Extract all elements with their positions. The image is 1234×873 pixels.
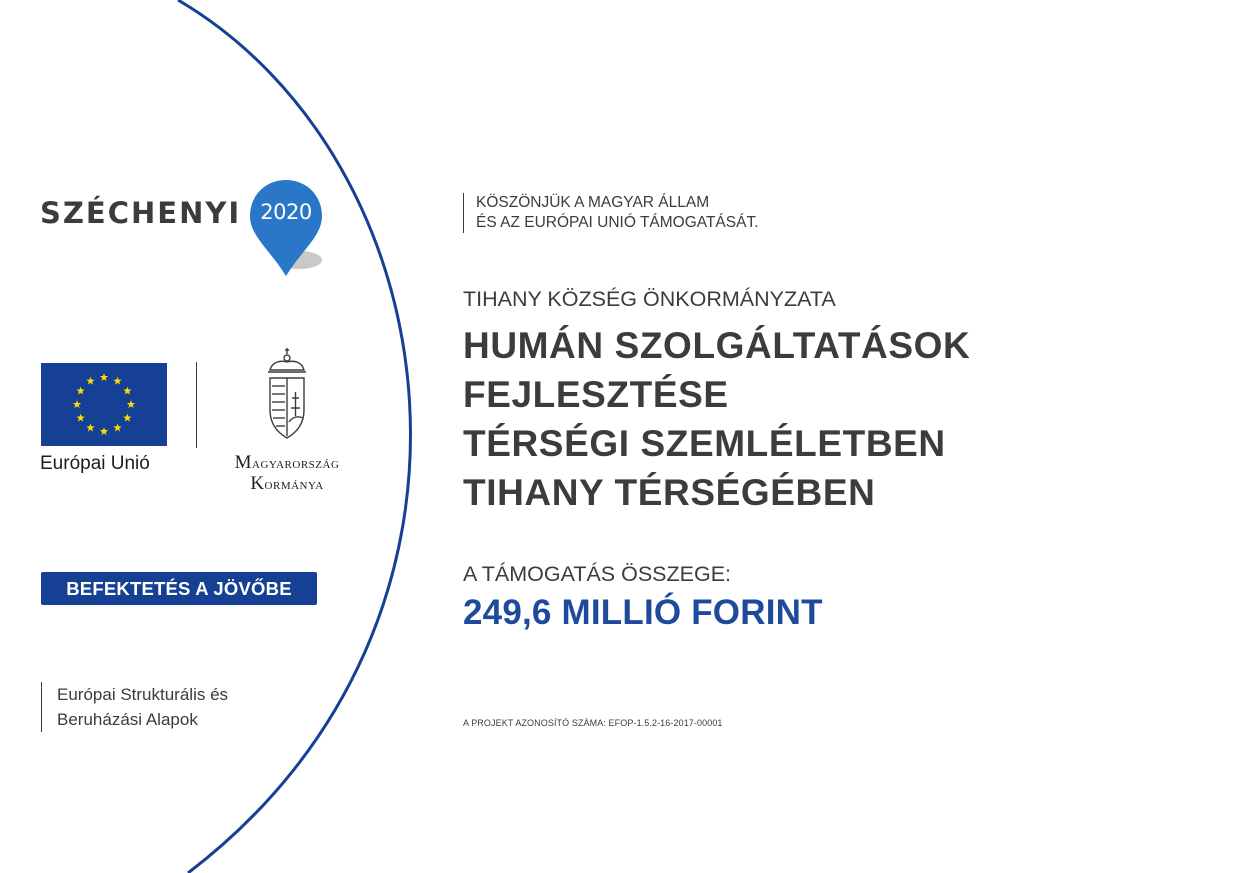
map-pin-icon	[248, 178, 324, 278]
hungarian-coat-of-arms-icon	[262, 348, 312, 444]
project-title-line: HUMÁN SZOLGÁLTATÁSOK	[463, 325, 971, 366]
szechenyi-wordmark: SZÉCHENYI	[40, 196, 242, 230]
support-label: A TÁMOGATÁS ÖSSZEGE:	[463, 562, 732, 586]
government-label-line2: Kormánya	[250, 473, 324, 494]
project-id: A PROJEKT AZONOSÍTÓ SZÁMA: EFOP-1.5.2-16-2017-00001	[463, 718, 723, 728]
esb-funds-label	[41, 682, 228, 732]
project-title-line: FEJLESZTÉSE	[463, 374, 729, 415]
support-amount: 249,6 MILLIÓ FORINT	[463, 593, 823, 632]
project-title-line: TÉRSÉGI SZEMLÉLETBEN	[463, 423, 946, 464]
eu-label: Európai Unió	[40, 453, 150, 474]
thanks-line1: KÖSZÖNJÜK A MAGYAR ÁLLAM	[476, 194, 710, 211]
logo-divider	[196, 362, 197, 448]
project-title	[463, 321, 970, 517]
project-title-line: TIHANY TÉRSÉGÉBEN	[463, 472, 876, 513]
szechenyi-year: 2020	[260, 200, 312, 224]
investment-badge: BEFEKTETÉS A JÖVŐBE	[41, 572, 317, 605]
government-label	[212, 453, 362, 495]
esb-funds-line1: Európai Strukturális és	[57, 685, 229, 704]
thanks-line2: ÉS AZ EURÓPAI UNIÓ TÁMOGATÁSÁT.	[476, 214, 759, 231]
eu-flag-icon	[41, 363, 167, 446]
esb-funds-line2: Beruházási Alapok	[57, 710, 198, 729]
thanks-note	[463, 193, 759, 233]
szechenyi-2020-logo	[40, 178, 330, 278]
beneficiary-name: TIHANY KÖZSÉG ÖNKORMÁNYZATA	[463, 287, 836, 311]
government-label-line1: Magyarország	[234, 452, 340, 473]
